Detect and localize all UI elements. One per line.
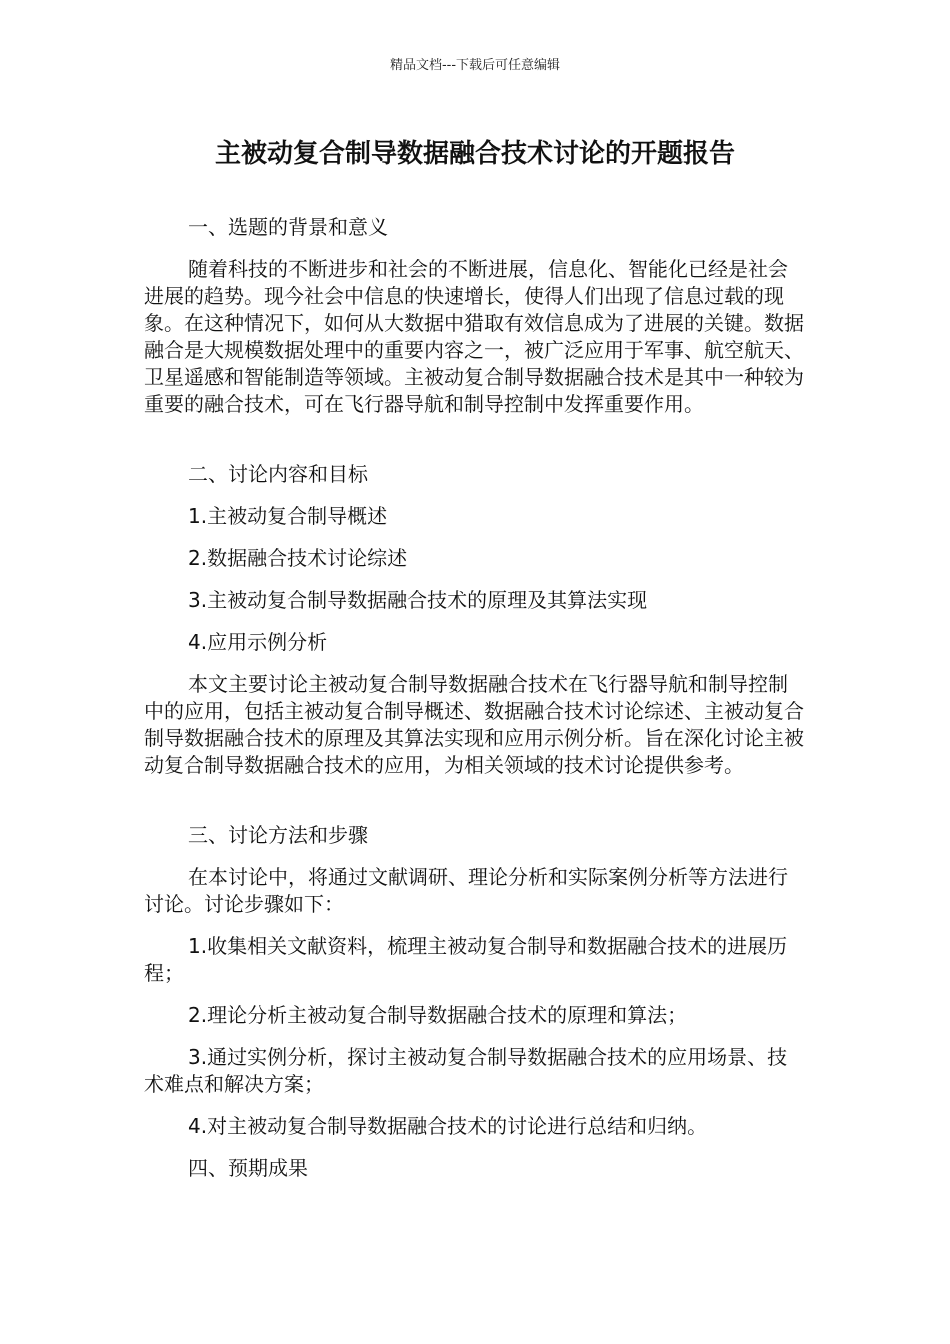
list-item-content-3: 3.主被动复合制导数据融合技术的原理及其算法实现 <box>188 588 648 612</box>
paragraph-content-summary: 本文主要讨论主被动复合制导数据融合技术在飞行器导航和制导控制中的应用，包括主被动复合制导概述、数据融合技术讨论综述、主被动复合制导数据融合技术的原理及其算法实现和应用示例分析。旨在深化讨论主被动复合制导数据融合技术的应用，为相关领域的技术讨论提供参考。 <box>144 672 804 777</box>
section-heading-expected: 四、预期成果 <box>188 1156 308 1180</box>
list-item-content-2: 2.数据融合技术讨论综述 <box>188 546 408 570</box>
section-heading-content: 二、讨论内容和目标 <box>188 462 368 486</box>
list-item-content-1: 1.主被动复合制导概述 <box>188 504 388 528</box>
section-heading-background: 一、选题的背景和意义 <box>188 215 388 239</box>
list-item-step-2: 2.理论分析主被动复合制导数据融合技术的原理和算法； <box>188 1003 688 1027</box>
paragraph-background: 随着科技的不断进步和社会的不断进展，信息化、智能化已经是社会进展的趋势。现今社会中信息的快速增长，使得人们出现了信息过载的现象。在这种情况下，如何从大数据中猎取有效信息成为了进展的关键。数据融合是大规模数据处理中的重要内容之一，被广泛应用于军事、航空航天、卫星遥感和智能制造等领域。主被动复合制导数据融合技术是其中一种较为重要的融合技术，可在飞行器导航和制导控制中发挥重要作用。 <box>144 257 804 416</box>
paragraph-method-intro: 在本讨论中，将通过文献调研、理论分析和实际案例分析等方法进行讨论。讨论步骤如下： <box>144 865 788 916</box>
list-item-content-4: 4.应用示例分析 <box>188 630 328 654</box>
header-note: 精品文档---下载后可任意编辑 <box>389 58 561 73</box>
section-heading-method: 三、讨论方法和步骤 <box>188 823 368 847</box>
list-item-step-3: 3.通过实例分析，探讨主被动复合制导数据融合技术的应用场景、技术难点和解决方案； <box>144 1045 788 1096</box>
document-title: 主被动复合制导数据融合技术讨论的开题报告 <box>214 139 735 169</box>
list-item-step-4: 4.对主被动复合制导数据融合技术的讨论进行总结和归纳。 <box>188 1114 708 1138</box>
list-item-step-1: 1.收集相关文献资料，梳理主被动复合制导和数据融合技术的进展历程； <box>144 934 788 985</box>
